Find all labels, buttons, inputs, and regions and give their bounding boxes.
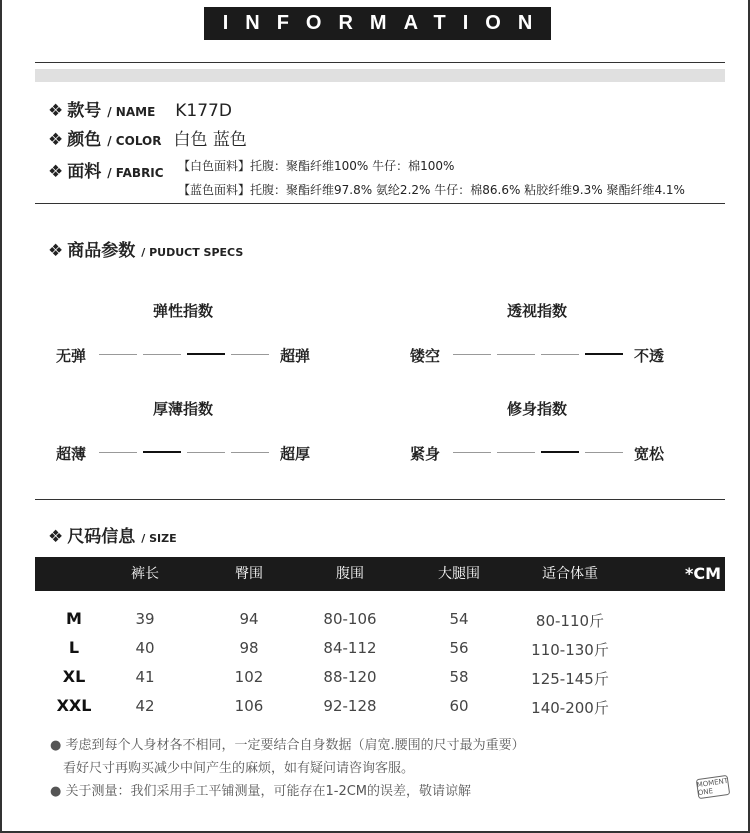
- fabric-line-blue: 【蓝色面料】托腹：聚酯纤维97.8% 氨纶2.2% 牛仔：棉86.6% 粘胶纤维9.3% 聚酯纤维4.1%: [178, 183, 685, 197]
- header-length: 裤长: [131, 566, 159, 582]
- table-cell: 125-145斤: [531, 670, 609, 688]
- scale-segment: [187, 452, 225, 453]
- header-belly: 腹围: [336, 566, 364, 582]
- diamond-icon: ❖: [48, 130, 64, 150]
- table-cell: 80-106: [323, 610, 377, 628]
- color-row: [48, 125, 247, 150]
- scale-segment: [453, 452, 491, 453]
- size-label: L: [68, 638, 80, 657]
- diamond-icon: ❖: [48, 527, 64, 547]
- divider: [35, 203, 725, 204]
- style-row: [48, 96, 232, 121]
- scale-left-label: 紧身: [410, 445, 441, 463]
- table-cell: 102: [234, 668, 264, 686]
- divider: [35, 499, 725, 500]
- diamond-icon: ❖: [48, 241, 64, 261]
- diamond-icon: ❖: [48, 101, 64, 121]
- header-thigh: 大腿围: [438, 566, 480, 582]
- note-line-2: 看好尺寸再购买减少中间产生的麻烦，如有疑问请咨询客服。: [63, 761, 415, 776]
- scale-title: 透视指数: [506, 302, 567, 320]
- table-cell: 54: [449, 610, 469, 628]
- table-cell: 94: [239, 610, 259, 628]
- scale-left-label: 超薄: [56, 445, 87, 463]
- size-heading: [48, 522, 177, 547]
- grey-band: [35, 69, 725, 82]
- table-cell: 140-200斤: [531, 699, 609, 717]
- scale-segment: [231, 452, 269, 453]
- size-label: M: [66, 609, 82, 628]
- scale-segment: [541, 354, 579, 355]
- scale-right-label: 超厚: [280, 445, 311, 463]
- scale-right-label: 不透: [634, 347, 665, 365]
- table-cell: 39: [135, 610, 155, 628]
- unit-label: *CM: [684, 564, 721, 583]
- style-label: 款号: [67, 101, 102, 121]
- table-cell: 58: [449, 668, 469, 686]
- color-label-en: / COLOR: [107, 134, 162, 148]
- size-title-en: / SIZE: [141, 532, 177, 545]
- table-cell: 41: [135, 668, 155, 686]
- specs-title-en: / PUDUCT SPECS: [141, 246, 244, 259]
- scale-title: 厚薄指数: [152, 400, 213, 418]
- scale-right-label: 超弹: [280, 347, 311, 365]
- table-cell: 56: [449, 639, 469, 657]
- style-value: K177D: [175, 101, 232, 121]
- divider: [35, 62, 725, 63]
- color-value: 白色 蓝色: [173, 130, 247, 150]
- size-table-header: [35, 557, 725, 591]
- scale-segment: [99, 452, 137, 453]
- scale-segment: [497, 452, 535, 453]
- table-cell: 60: [449, 697, 469, 715]
- diamond-icon: ❖: [48, 162, 64, 182]
- scale-left-label: 无弹: [56, 347, 87, 365]
- table-cell: 40: [135, 639, 155, 657]
- specs-heading: [48, 236, 243, 261]
- scale-title: 修身指数: [506, 400, 567, 418]
- fabric-label: 面料: [67, 162, 102, 182]
- scale-segment-active: [585, 353, 623, 355]
- scale-segment-active: [187, 353, 225, 355]
- note-line-3: ● 关于测量：我们采用手工平铺测量，可能存在1-2CM的误差，敬请谅解: [50, 784, 472, 799]
- fabric-label-en: / FABRIC: [107, 166, 164, 180]
- brand-stamp: MOMENT ONE: [696, 775, 730, 799]
- scale-segment: [453, 354, 491, 355]
- table-cell: 106: [234, 697, 264, 715]
- header-weight: 适合体重: [542, 566, 598, 582]
- scale-segment-active: [143, 451, 181, 453]
- size-label: XL: [62, 667, 86, 686]
- table-cell: 92-128: [323, 697, 377, 715]
- table-cell: 98: [239, 639, 259, 657]
- style-label-en: / NAME: [107, 105, 156, 119]
- size-label: XXL: [56, 696, 92, 715]
- scale-segment: [143, 354, 181, 355]
- size-title: 尺码信息: [67, 527, 136, 547]
- note-line-1: ● 考虑到每个人身材各不相同，一定要结合自身数据（肩宽.腰围的尺寸最为重要）: [50, 738, 525, 753]
- fabric-row: [48, 157, 164, 182]
- header-hip: 臀围: [235, 566, 263, 582]
- table-cell: 42: [135, 697, 155, 715]
- information-title: INFORMATION: [204, 7, 551, 40]
- table-cell: 110-130斤: [531, 641, 609, 659]
- scale-segment: [585, 452, 623, 453]
- scale-segment-active: [541, 451, 579, 453]
- scale-segment: [497, 354, 535, 355]
- scale-title: 弹性指数: [152, 302, 213, 320]
- scale-segment: [99, 354, 137, 355]
- table-cell: 80-110斤: [535, 612, 605, 630]
- scale-left-label: 镂空: [410, 347, 441, 365]
- scale-right-label: 宽松: [634, 445, 665, 463]
- table-cell: 88-120: [323, 668, 377, 686]
- specs-title: 商品参数: [67, 241, 136, 261]
- table-cell: 84-112: [323, 639, 377, 657]
- fabric-line-white: 【白色面料】托腹：聚酯纤维100% 牛仔：棉100%: [178, 159, 455, 173]
- color-label: 颜色: [67, 130, 102, 150]
- scale-segment: [231, 354, 269, 355]
